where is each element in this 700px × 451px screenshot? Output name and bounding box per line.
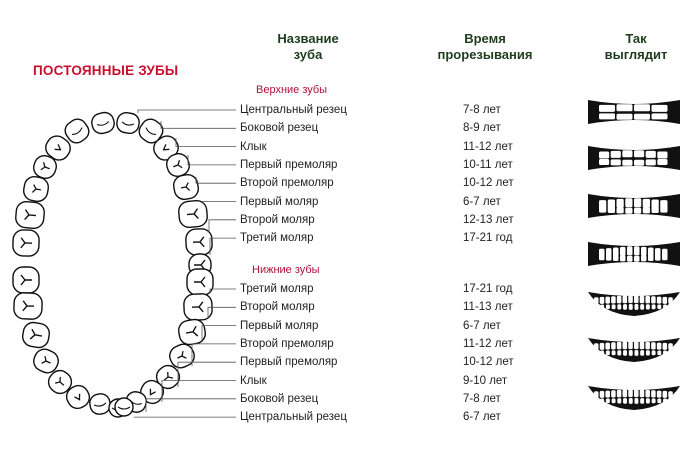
tooth-name: Первый моляр — [240, 319, 319, 332]
tooth-name: Клык — [240, 374, 267, 387]
jaw-thumbnail-2 — [586, 140, 682, 176]
eruption-age: 6-7 лет — [463, 319, 501, 332]
header-tooth-name-line2: зуба — [293, 47, 323, 62]
tooth-name: Боковой резец — [240, 392, 319, 405]
lower-teeth-label: Нижние зубы — [252, 264, 320, 276]
header-tooth-name-line1: Название — [277, 31, 339, 46]
jaw-thumbnail-6 — [586, 330, 682, 366]
upper-teeth-label: Верхние зубы — [256, 84, 328, 96]
eruption-age: 10-11 лет — [463, 158, 513, 171]
tooth-name: Первый премоляр — [240, 356, 338, 369]
eruption-age: 11-12 лет — [463, 337, 513, 350]
header-eruption-time — [420, 31, 550, 63]
tooth-name: Первый моляр — [240, 195, 319, 208]
tooth-name: Второй премоляр — [240, 337, 334, 350]
tooth-name: Боковой резец — [240, 122, 319, 135]
eruption-age: 11-12 лет — [463, 140, 513, 153]
header-appearance-line1: Так — [625, 31, 647, 46]
eruption-age: 10-12 лет — [463, 356, 514, 369]
tooth-name: Клык — [240, 140, 267, 153]
header-appearance-line2: выглядит — [604, 47, 668, 62]
jaw-thumbnail-1 — [586, 94, 682, 130]
eruption-age: 6-7 лет — [463, 195, 501, 208]
tooth-name: Центральный резец — [240, 411, 347, 424]
eruption-age: 8-9 лет — [463, 122, 501, 135]
eruption-age: 11-13 лет — [463, 301, 513, 314]
header-eruption-time-line1: Время — [464, 31, 506, 46]
eruption-age: 17-21 год — [463, 232, 513, 245]
eruption-age: 12-13 лет — [463, 213, 514, 226]
eruption-age: 7-8 лет — [463, 392, 501, 405]
tooth-name: Третий моляр — [240, 232, 314, 245]
tooth-name: Третий моляр — [240, 283, 314, 295]
tooth-name: Второй премоляр — [240, 177, 334, 190]
eruption-age: 9-10 лет — [463, 374, 508, 387]
jaw-thumbnail-7 — [586, 378, 682, 414]
eruption-age: 6-7 лет — [463, 411, 501, 424]
header-appearance — [588, 31, 684, 63]
eruption-age: 10-12 лет — [463, 177, 514, 190]
jaw-thumbnail-3 — [586, 188, 682, 224]
tooth-name: Второй моляр — [240, 301, 315, 314]
eruption-age: 17-21 год — [463, 283, 513, 295]
jaw-thumbnail-4 — [586, 236, 682, 272]
header-tooth-name — [258, 31, 358, 63]
jaw-thumbnail-5 — [586, 284, 682, 320]
tooth-name: Второй моляр — [240, 213, 315, 226]
tooth-name: Первый премоляр — [240, 158, 338, 171]
page-title: ПОСТОЯННЫЕ ЗУБЫ — [33, 63, 179, 78]
eruption-age: 7-8 лет — [463, 104, 501, 116]
tooth-name: Центральный резец — [240, 104, 347, 116]
header-eruption-time-line2: прорезывания — [437, 47, 533, 62]
